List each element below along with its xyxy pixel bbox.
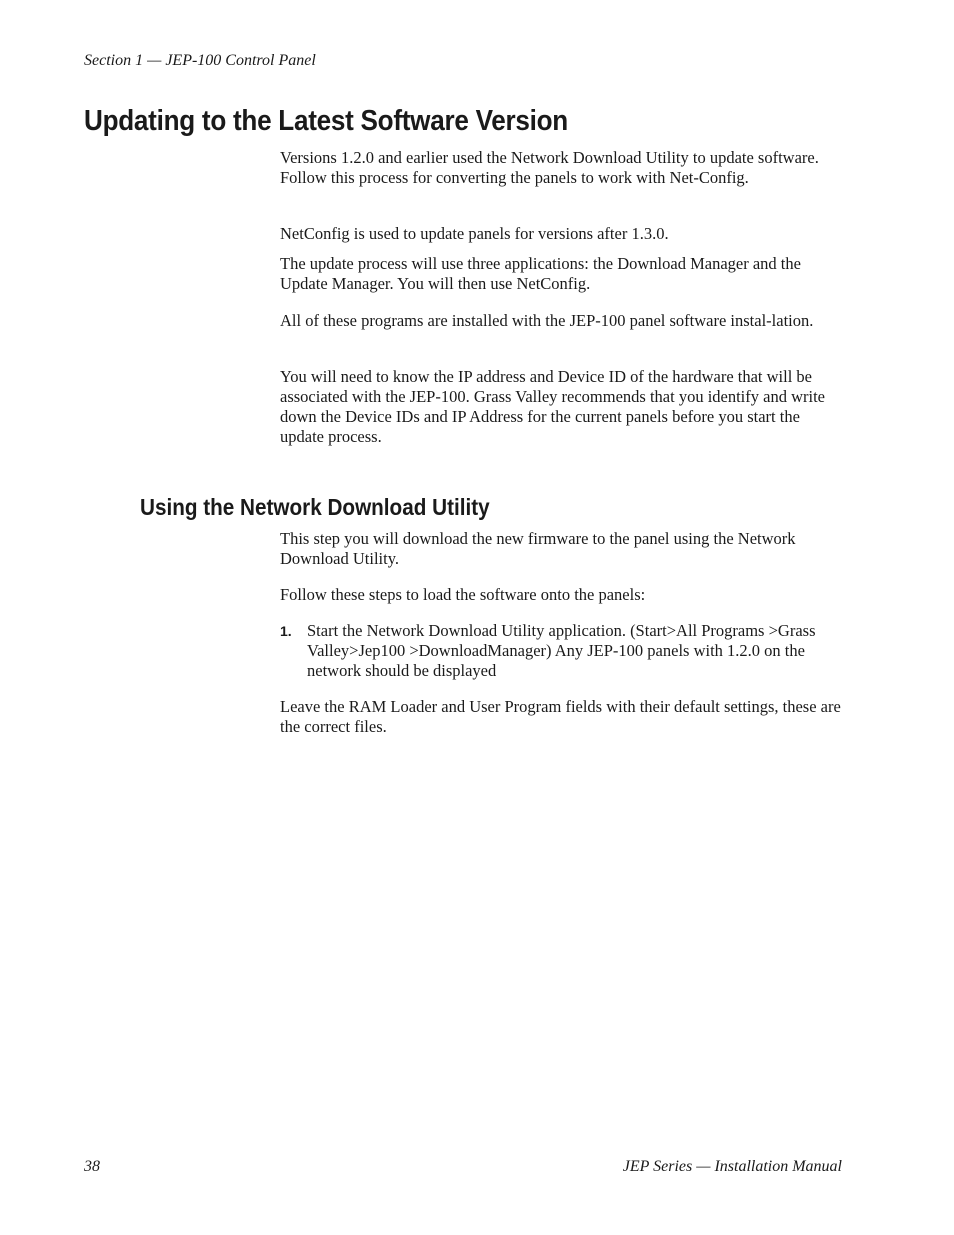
paragraph-ram-loader: Leave the RAM Loader and User Program fields with their default settings, these are the correct files. [280,697,841,736]
subsection-title: Using the Network Download Utility [140,494,490,520]
paragraph-update-process: The update process will use three applications: the Download Manager and the Update Manager. You will then use NetConfig. [280,254,801,293]
running-header: Section 1 — JEP-100 Control Panel [84,52,316,69]
paragraph-follow-steps: Follow these steps to load the software onto the panels: [280,585,646,604]
paragraph-netconfig: NetConfig is used to update panels for versions after 1.3.0. [280,224,669,243]
page-number: 38 [84,1158,100,1175]
step-item [280,621,842,681]
paragraph-versions: Versions 1.2.0 and earlier used the Network Download Utility to update software. Follow this process for converting the panels to work with Net-Config. [280,148,819,187]
paragraph-firmware-download: This step you will download the new firmware to the panel using the Network Download Utility. [280,529,796,568]
step-number: 1. [280,623,292,639]
section-title: Updating to the Latest Software Version [84,105,568,137]
paragraph-ip-device-id: You will need to know the IP address and Device ID of the hardware that will be associated with the JEP-100. Grass Valley recommends that you identify and write down the Device IDs and IP Address for the current panels before you start the update process. [280,367,825,446]
step-text: Start the Network Download Utility application. (Start>All Programs >Grass Valley>Jep100 >DownloadManager) Any JEP-100 panels with 1.2.0 on the network should be displayed [307,621,816,680]
footer-doc-title: JEP Series — Installation Manual [622,1158,842,1175]
paragraph-programs-installed: All of these programs are installed with the JEP-100 panel software instal-lation. [280,311,814,330]
